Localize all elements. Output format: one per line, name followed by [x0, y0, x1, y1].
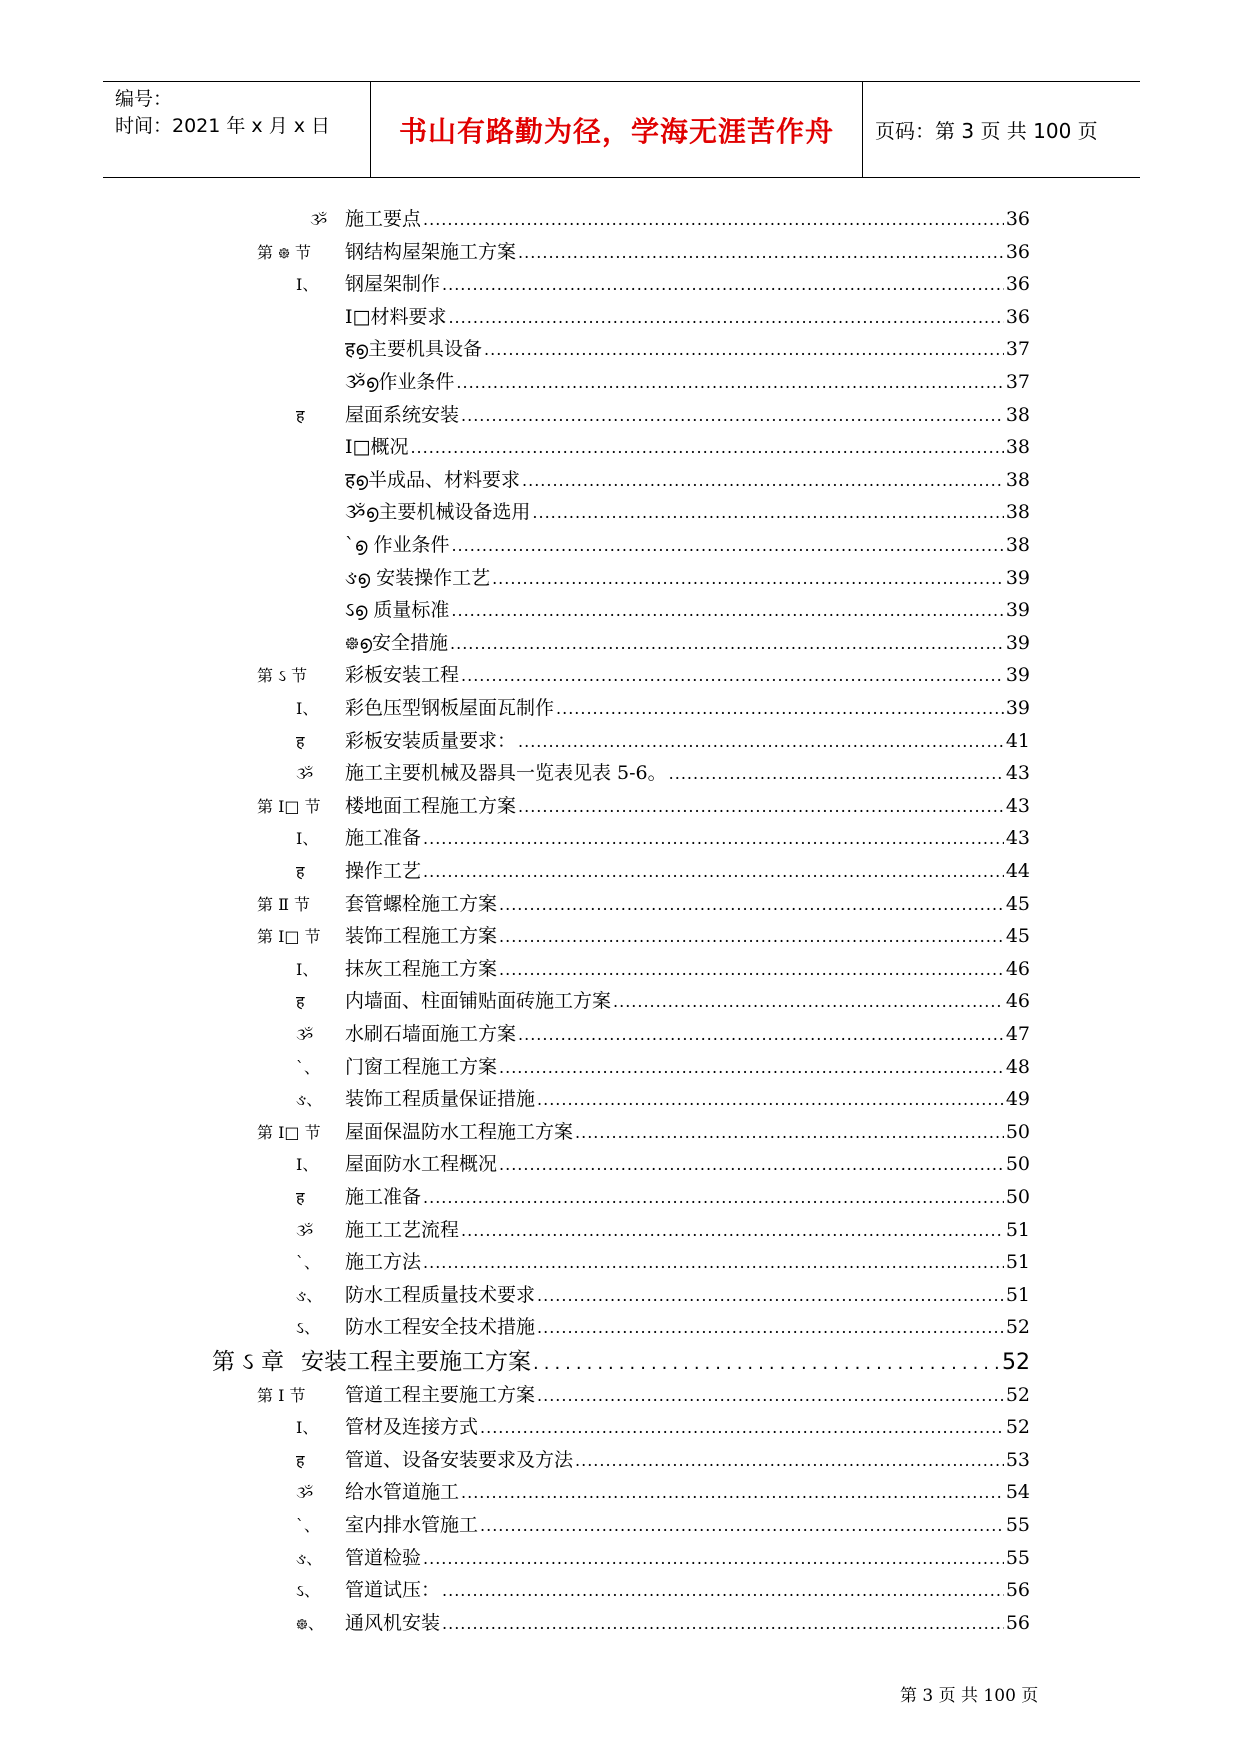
toc-entry-number: ૐ	[296, 1025, 314, 1044]
toc-entry[interactable]	[296, 269, 1030, 299]
toc-entry-title: ૐ൭作业条件	[345, 371, 455, 393]
toc-leader-dots	[575, 1118, 1004, 1148]
toc-leader-dots	[461, 1478, 1004, 1508]
toc-leader-dots	[423, 857, 1004, 887]
toc-leader-dots	[532, 498, 1003, 528]
toc-entry[interactable]	[296, 856, 1030, 886]
toc-entry-title: ᪥൭安全措施	[345, 631, 449, 654]
toc-leader-dots	[423, 1248, 1004, 1278]
toc-leader-dots	[461, 401, 1004, 431]
toc-leader-dots	[575, 1446, 1004, 1476]
toc-entry-title: 内墙面、柱面铺贴面砖施工方案	[345, 990, 612, 1013]
toc-leader-dots	[518, 238, 1004, 268]
document-header	[103, 81, 1140, 178]
toc-entry[interactable]	[296, 1477, 1030, 1507]
toc-leader-dots	[492, 564, 1004, 594]
toc-leader-dots	[537, 1313, 1004, 1343]
toc-entry-title: 彩板安装工程	[345, 664, 460, 687]
toc-chapter-entry[interactable]	[212, 1347, 1030, 1377]
toc-entry-title: 钢屋架制作	[345, 273, 441, 296]
toc-entry-title: 装饰工程施工方案	[345, 925, 498, 948]
toc-entry-page: 38	[1005, 501, 1030, 524]
toc-entry-number: ૐ	[310, 210, 328, 229]
toc-leader-dots	[423, 824, 1004, 854]
toc-entry[interactable]	[296, 758, 1030, 788]
toc-leader-dots	[442, 270, 1004, 300]
toc-entry-title: 钢结构屋架施工方案	[345, 240, 517, 263]
toc-leader-dots	[499, 955, 1004, 985]
toc-entry-title: 操作工艺	[345, 860, 422, 882]
toc-entry-page: 49	[1005, 1088, 1030, 1111]
toc-entry-number: ઙ、	[296, 1285, 323, 1305]
toc-entry[interactable]	[296, 726, 1030, 756]
toc-entry[interactable]	[310, 204, 1030, 234]
toc-leader-dots	[484, 335, 1004, 365]
toc-entry[interactable]	[296, 693, 1030, 723]
toc-entry-page: 51	[1005, 1218, 1030, 1241]
toc-entry-title: 彩色压型钢板屋面瓦制作	[345, 697, 555, 719]
toc-entry-title: ઙ൭ 安装操作工艺	[345, 566, 491, 589]
toc-entry-number: ᪥、	[296, 1613, 324, 1633]
toc-entry-title: 室内排水管施工	[345, 1514, 479, 1536]
toc-entry-number: 第 ᪥ 节	[257, 242, 312, 262]
toc-entry-page: 52	[1005, 1416, 1030, 1439]
toc-entry-number: ह	[296, 731, 305, 751]
toc-entry-title: Ⅰ□材料要求	[345, 305, 447, 328]
toc-entry[interactable]	[296, 1247, 1030, 1277]
toc-leader-dots	[423, 1183, 1004, 1213]
toc-entry-number: 第 Ⅰ□ 节	[257, 796, 321, 816]
toc-leader-dots	[461, 661, 1004, 691]
toc-entry[interactable]	[345, 367, 1030, 397]
toc-entry-page: 45	[1005, 892, 1030, 915]
toc-entry-title: 施工要点	[345, 208, 422, 230]
toc-leader-dots	[456, 368, 1003, 398]
toc-entry-page: 55	[1005, 1546, 1030, 1569]
toc-leader-dots	[423, 1544, 1004, 1574]
toc-leader-dots	[518, 727, 1004, 757]
document-number-label: 编号：	[115, 88, 173, 110]
toc-entry-page: 51	[1005, 1251, 1030, 1274]
toc-leader-dots	[450, 629, 1004, 659]
toc-entry-title: 施工主要机械及器具一览表见表 5-6。	[345, 762, 667, 785]
toc-entry-page: 39	[1005, 697, 1030, 719]
toc-leader-dots	[499, 890, 1004, 920]
toc-entry-page: 39	[1005, 664, 1030, 687]
toc-leader-dots	[613, 987, 1004, 1017]
toc-leader-dots	[533, 1349, 1000, 1379]
toc-entry-number: Ⅰ、	[296, 959, 319, 979]
toc-entry-number: `、	[296, 1516, 321, 1535]
toc-entry-title: 防水工程质量技术要求	[345, 1283, 536, 1306]
toc-entry-title: 通风机安装	[345, 1611, 441, 1634]
toc-entry-page: 37	[1005, 371, 1030, 393]
toc-leader-dots	[499, 922, 1004, 952]
toc-entry[interactable]	[257, 660, 1030, 690]
toc-entry-page: 52	[1005, 1316, 1030, 1339]
toc-entry[interactable]	[296, 1412, 1030, 1442]
toc-entry-number: ૐ	[296, 764, 314, 784]
toc-entry-number: `、	[296, 1057, 321, 1077]
toc-entry-page: 43	[1005, 762, 1030, 785]
toc-entry-page: 47	[1005, 1023, 1030, 1045]
toc-entry-title: ૐ൭主要机械设备选用	[345, 501, 531, 524]
toc-entry[interactable]	[296, 1312, 1030, 1342]
header-motto: 书山有路勤为径，学海无涯苦作舟	[370, 82, 863, 177]
toc-entry-page: 52	[1002, 1350, 1030, 1375]
toc-entry[interactable]	[296, 1149, 1030, 1179]
toc-entry-page: 36	[1005, 208, 1030, 230]
toc-entry-page: 54	[1005, 1481, 1030, 1504]
toc-entry-title: Ⅰ□概况	[345, 436, 409, 459]
toc-entry[interactable]	[257, 1380, 1030, 1410]
toc-leader-dots	[499, 1150, 1004, 1180]
toc-leader-dots	[448, 303, 1003, 333]
toc-entry-page: 38	[1005, 403, 1030, 426]
toc-entry-title: ह൭半成品、材料要求	[345, 468, 521, 491]
toc-entry-page: 43	[1005, 827, 1030, 850]
toc-entry-title: 施工准备	[345, 1186, 422, 1208]
toc-entry-page: 46	[1005, 957, 1030, 980]
toc-entry-number: ઙ、	[296, 1090, 323, 1110]
toc-leader-dots	[480, 1511, 1004, 1541]
toc-entry-page: 43	[1005, 794, 1030, 817]
toc-entry[interactable]	[296, 1543, 1030, 1573]
toc-entry[interactable]	[296, 1575, 1030, 1605]
toc-entry-page: 52	[1005, 1383, 1030, 1406]
toc-entry-number: ૐ	[296, 1483, 314, 1503]
toc-entry-page: 41	[1005, 729, 1030, 752]
toc-leader-dots	[451, 531, 1003, 561]
toc-entry-number: 第 ઽ 章	[212, 1349, 285, 1375]
toc-leader-dots	[522, 466, 1004, 496]
toc-entry[interactable]	[296, 954, 1030, 984]
toc-entry-number: ઙ、	[296, 1548, 323, 1568]
toc-entry[interactable]	[296, 1182, 1030, 1212]
toc-entry[interactable]	[345, 563, 1030, 593]
toc-entry[interactable]	[296, 1608, 1030, 1638]
toc-entry[interactable]	[296, 1510, 1030, 1540]
toc-entry-title: ઽ൭ 质量标准	[345, 599, 450, 622]
toc-entry[interactable]	[296, 1215, 1030, 1245]
toc-entry-page: 39	[1005, 599, 1030, 622]
toc-entry-number: ह	[296, 1188, 305, 1207]
toc-leader-dots	[518, 1020, 1004, 1050]
toc-leader-dots	[537, 1381, 1004, 1411]
toc-entry[interactable]	[345, 465, 1030, 495]
toc-entry-title: 管道检验	[345, 1546, 422, 1569]
toc-entry[interactable]	[345, 432, 1030, 462]
toc-entry-page: 37	[1005, 338, 1030, 361]
toc-entry-page: 56	[1005, 1579, 1030, 1602]
toc-entry-page: 46	[1005, 990, 1030, 1013]
toc-leader-dots	[669, 759, 1004, 789]
toc-entry[interactable]	[257, 889, 1030, 919]
toc-entry[interactable]	[296, 400, 1030, 430]
toc-entry[interactable]	[345, 334, 1030, 364]
toc-entry-title: 施工准备	[345, 827, 422, 850]
toc-entry-page: 50	[1005, 1120, 1030, 1143]
toc-entry-title: 门窗工程施工方案	[345, 1055, 498, 1078]
toc-entry-title: 给水管道施工	[345, 1481, 460, 1504]
toc-leader-dots	[537, 1281, 1004, 1311]
toc-entry-number: Ⅰ、	[296, 275, 319, 295]
toc-leader-dots	[451, 596, 1003, 626]
toc-entry[interactable]	[296, 823, 1030, 853]
toc-entry[interactable]	[345, 302, 1030, 332]
toc-leader-dots	[537, 1085, 1004, 1115]
toc-leader-dots	[518, 792, 1004, 822]
toc-entry-page: 44	[1005, 860, 1030, 882]
toc-entry-page: 36	[1005, 240, 1030, 263]
toc-entry-title: 施工方法	[345, 1251, 422, 1274]
toc-leader-dots	[442, 1609, 1004, 1639]
toc-entry-number: ૐ	[296, 1220, 314, 1240]
toc-entry-title: 装饰工程质量保证措施	[345, 1088, 536, 1111]
toc-entry-page: 38	[1005, 534, 1030, 556]
toc-entry[interactable]	[257, 237, 1030, 267]
toc-leader-dots	[461, 1216, 1004, 1246]
toc-entry[interactable]	[345, 628, 1030, 658]
toc-entry[interactable]	[296, 1052, 1030, 1082]
toc-entry[interactable]	[345, 530, 1030, 560]
toc-entry[interactable]	[296, 986, 1030, 1016]
toc-entry-title: 抹灰工程施工方案	[345, 957, 498, 980]
toc-entry-number: 第 Ⅰ□ 节	[257, 1122, 321, 1142]
toc-entry-number: Ⅰ、	[296, 829, 319, 849]
toc-leader-dots	[442, 1576, 1004, 1606]
toc-entry-title: 屋面系统安装	[345, 403, 460, 426]
toc-entry-number: Ⅰ、	[296, 1418, 319, 1438]
toc-entry-page: 38	[1005, 468, 1030, 491]
toc-entry-page: 48	[1005, 1055, 1030, 1078]
document-time-label: 时间：2021 年 x 月 x 日	[115, 115, 331, 137]
toc-entry-number: Ⅰ、	[296, 699, 319, 718]
toc-entry-page: 39	[1005, 631, 1030, 654]
toc-entry-page: 36	[1005, 305, 1030, 328]
toc-entry-number: 第 ઽ 节	[257, 666, 308, 686]
toc-entry-number: 第 Ⅱ 节	[257, 894, 311, 914]
toc-leader-dots	[423, 205, 1004, 235]
toc-entry-page: 50	[1005, 1186, 1030, 1208]
toc-entry-number: ઽ、	[296, 1581, 320, 1601]
toc-entry[interactable]	[257, 791, 1030, 821]
toc-entry-number: ह	[296, 862, 305, 881]
toc-entry-title: 屋面保温防水工程施工方案	[345, 1120, 574, 1143]
toc-entry-title: 水刷石墙面施工方案	[345, 1023, 517, 1045]
toc-entry-number: `、	[296, 1253, 321, 1273]
toc-entry-page: 53	[1005, 1448, 1030, 1471]
toc-entry[interactable]	[296, 1019, 1030, 1049]
toc-entry-title: 施工工艺流程	[345, 1218, 460, 1241]
toc-entry-title: 安装工程主要施工方案	[301, 1349, 531, 1375]
toc-entry-title: 防水工程安全技术措施	[345, 1316, 536, 1339]
toc-entry-number: Ⅰ、	[296, 1155, 319, 1175]
toc-entry[interactable]	[257, 1117, 1030, 1147]
header-page-info: 页码：第 3 页 共 100 页	[875, 119, 1098, 143]
toc-entry-number: ह	[296, 1450, 305, 1470]
toc-entry-title: 管道工程主要施工方案	[345, 1383, 536, 1406]
toc-leader-dots	[480, 1413, 1004, 1443]
page-footer: 第 3 页 共 100 页	[900, 1686, 1039, 1706]
toc-entry-number: 第 Ⅰ 节	[257, 1385, 306, 1405]
toc-leader-dots	[499, 1053, 1004, 1083]
toc-leader-dots	[556, 694, 1004, 724]
toc-entry-title: `൭ 作业条件	[345, 534, 450, 556]
toc-entry-number: 第 Ⅰ□ 节	[257, 927, 321, 947]
toc-entry[interactable]	[345, 497, 1030, 527]
toc-entry-title: 管道试压：	[345, 1579, 441, 1602]
toc-entry-title: 楼地面工程施工方案	[345, 794, 517, 817]
toc-entry-page: 51	[1005, 1283, 1030, 1306]
toc-leader-dots	[410, 433, 1003, 463]
toc-entry-title: 管材及连接方式	[345, 1416, 479, 1439]
toc-entry-page: 38	[1005, 436, 1030, 459]
toc-entry[interactable]	[345, 595, 1030, 625]
toc-entry-title: 彩板安装质量要求：	[345, 729, 517, 752]
toc-entry-number: ઽ、	[296, 1318, 320, 1338]
toc-entry-number: ह	[296, 992, 305, 1012]
toc-entry-title: 屋面防水工程概况	[345, 1153, 498, 1176]
toc-entry-page: 50	[1005, 1153, 1030, 1176]
header-meta	[103, 82, 370, 177]
toc-entry-number: ह	[296, 405, 305, 425]
toc-entry-page: 56	[1005, 1611, 1030, 1634]
toc-entry-page: 36	[1005, 273, 1030, 296]
toc-entry-title: 管道、设备安装要求及方法	[345, 1448, 574, 1471]
toc-entry-page: 45	[1005, 925, 1030, 948]
toc-entry[interactable]	[296, 1280, 1030, 1310]
toc-entry[interactable]	[296, 1084, 1030, 1114]
toc-entry-title: 套管螺栓施工方案	[345, 892, 498, 915]
toc-entry-page: 55	[1005, 1514, 1030, 1536]
toc-entry[interactable]	[257, 921, 1030, 951]
toc-entry-page: 39	[1005, 566, 1030, 589]
toc-entry-title: ह൭主要机具设备	[345, 338, 483, 361]
toc-entry[interactable]	[296, 1445, 1030, 1475]
